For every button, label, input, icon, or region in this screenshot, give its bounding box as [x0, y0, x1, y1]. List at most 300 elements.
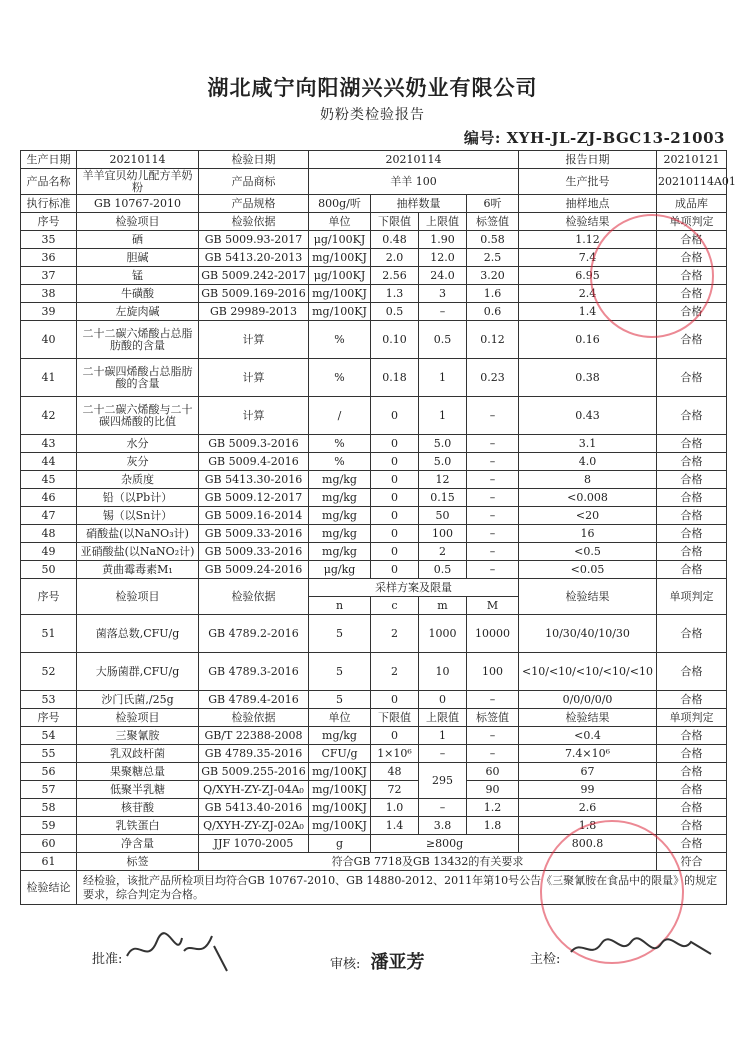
info-row — [21, 151, 727, 169]
cell: 合格 — [657, 615, 727, 653]
cell: 57 — [21, 781, 77, 799]
cell: 乳双歧杆菌 — [77, 745, 199, 763]
cell: 50 — [21, 561, 77, 579]
cell: mg/100KJ — [309, 781, 371, 799]
label: 抽样数量 — [371, 195, 467, 213]
cell: 58 — [21, 799, 77, 817]
cell: 41 — [21, 359, 77, 397]
cell: 56 — [21, 763, 77, 781]
cell: mg/kg — [309, 489, 371, 507]
cell: 标签 — [77, 853, 199, 871]
cell: 计算 — [199, 397, 309, 435]
table-header — [21, 709, 727, 727]
cell: 5 — [309, 615, 371, 653]
header-cell: 检验依据 — [199, 213, 309, 231]
cell: 0.5 — [371, 303, 419, 321]
cell: 合格 — [657, 267, 727, 285]
cell: 40 — [21, 321, 77, 359]
cell: 52 — [21, 653, 77, 691]
cell: 3 — [419, 285, 467, 303]
table-row — [21, 435, 727, 453]
cell: 0 — [371, 691, 419, 709]
table-row — [21, 525, 727, 543]
cell: mg/100KJ — [309, 799, 371, 817]
cell: GB 5413.30-2016 — [199, 471, 309, 489]
cell: 3.8 — [419, 817, 467, 835]
cell: 55 — [21, 745, 77, 763]
cell: – — [419, 303, 467, 321]
cell: 合格 — [657, 321, 727, 359]
cell: 43 — [21, 435, 77, 453]
cell: 2.5 — [467, 249, 519, 267]
cell: 5.0 — [419, 453, 467, 471]
cell: 低聚半乳糖 — [77, 781, 199, 799]
cell: 合格 — [657, 359, 727, 397]
cell: <0.008 — [519, 489, 657, 507]
cell: 0 — [371, 471, 419, 489]
cell: 1.0 — [371, 799, 419, 817]
cell: <0.5 — [519, 543, 657, 561]
cell: 合格 — [657, 303, 727, 321]
cell: 0 — [371, 397, 419, 435]
value: 20210114 — [77, 151, 199, 169]
approve-signature — [92, 948, 122, 967]
value: 20210114 — [309, 151, 519, 169]
header-cell: 检验依据 — [199, 709, 309, 727]
value: 20210114A01 — [657, 169, 727, 195]
cell: GB 5009.242-2017 — [199, 267, 309, 285]
header-cell: 上限值 — [419, 213, 467, 231]
cell: 54 — [21, 727, 77, 745]
cell: μg/100KJ — [309, 267, 371, 285]
cell: – — [467, 471, 519, 489]
cell: 100 — [467, 653, 519, 691]
cell: 0.58 — [467, 231, 519, 249]
review-label: 审核: — [330, 957, 361, 972]
table-row — [21, 561, 727, 579]
cell: 47 — [21, 507, 77, 525]
cell: 37 — [21, 267, 77, 285]
document-number: 编号: XYH-JL-ZJ-BGC13-21003 — [463, 129, 725, 147]
header-cell: 单位 — [309, 213, 371, 231]
cell: 合格 — [657, 727, 727, 745]
cell: 4.0 — [519, 453, 657, 471]
cell: 合格 — [657, 231, 727, 249]
cell: 二十碳四烯酸占总脂肪酸的含量 — [77, 359, 199, 397]
cell: 果聚糖总量 — [77, 763, 199, 781]
cell: – — [467, 543, 519, 561]
cell: 合格 — [657, 397, 727, 435]
cell: GB 5009.169-2016 — [199, 285, 309, 303]
cell: 60 — [21, 835, 77, 853]
cell: 杂质度 — [77, 471, 199, 489]
cell: 黄曲霉毒素M₁ — [77, 561, 199, 579]
cell: mg/kg — [309, 543, 371, 561]
table-row — [21, 745, 727, 763]
cell: 2.0 — [371, 249, 419, 267]
cell: 1.8 — [467, 817, 519, 835]
cell: 6.95 — [519, 267, 657, 285]
cell: <0.4 — [519, 727, 657, 745]
table-row — [21, 727, 727, 745]
table-row — [21, 471, 727, 489]
cell: 0 — [371, 525, 419, 543]
cell: <20 — [519, 507, 657, 525]
cell: 7.4 — [519, 249, 657, 267]
cell: 合格 — [657, 745, 727, 763]
cell: 合格 — [657, 653, 727, 691]
cell: g — [309, 835, 371, 853]
cell: 灰分 — [77, 453, 199, 471]
header-cell: 序号 — [21, 579, 77, 615]
cell: 0.38 — [519, 359, 657, 397]
cell: 菌落总数,CFU/g — [77, 615, 199, 653]
cell: 沙门氏菌,/25g — [77, 691, 199, 709]
cell: 39 — [21, 303, 77, 321]
header-cell: 单项判定 — [657, 579, 727, 615]
cell: % — [309, 453, 371, 471]
cell: GB 5009.4-2016 — [199, 453, 309, 471]
cell: % — [309, 359, 371, 397]
cell: GB 5009.33-2016 — [199, 525, 309, 543]
cell: 1 — [419, 359, 467, 397]
cell: 硒 — [77, 231, 199, 249]
cell: 二十二碳六烯酸占总脂肪酸的含量 — [77, 321, 199, 359]
cell: 核苷酸 — [77, 799, 199, 817]
label: 产品商标 — [199, 169, 309, 195]
cell: 1.90 — [419, 231, 467, 249]
cell: CFU/g — [309, 745, 371, 763]
cell: 计算 — [199, 321, 309, 359]
cell: 胆碱 — [77, 249, 199, 267]
label: 产品名称 — [21, 169, 77, 195]
cell: 1.3 — [371, 285, 419, 303]
cell: – — [467, 489, 519, 507]
cell: 1×10⁶ — [371, 745, 419, 763]
header-cell: 单项判定 — [657, 709, 727, 727]
table-row — [21, 489, 727, 507]
cell: 50 — [419, 507, 467, 525]
header-cell: 检验结果 — [519, 709, 657, 727]
cell: 5 — [309, 653, 371, 691]
cell: – — [419, 745, 467, 763]
cell: 合格 — [657, 249, 727, 267]
cell: GB 5413.20-2013 — [199, 249, 309, 267]
cell: 0 — [371, 727, 419, 745]
cell: 1.12 — [519, 231, 657, 249]
cell: 5 — [309, 691, 371, 709]
cell: / — [309, 397, 371, 435]
label: 报告日期 — [519, 151, 657, 169]
cell: – — [467, 397, 519, 435]
cell: 3.20 — [467, 267, 519, 285]
cell: 亚硝酸盐(以NaNO₂计) — [77, 543, 199, 561]
cell: 10 — [419, 653, 467, 691]
cell: 800.8 — [519, 835, 657, 853]
cell: 合格 — [657, 817, 727, 835]
value: 20210121 — [657, 151, 727, 169]
approve-label: 批准: — [92, 952, 123, 967]
cell: 铅（以Pb计） — [77, 489, 199, 507]
cell: 2 — [371, 615, 419, 653]
cell: 1.2 — [467, 799, 519, 817]
cell: 42 — [21, 397, 77, 435]
review-name: 潘亚芳 — [370, 952, 425, 973]
cell: 2 — [371, 653, 419, 691]
cell: 0.43 — [519, 397, 657, 435]
cell: 0.6 — [467, 303, 519, 321]
cell: 59 — [21, 817, 77, 835]
header-cell: n — [309, 597, 371, 615]
header-cell: 下限值 — [371, 213, 419, 231]
cell: 0.12 — [467, 321, 519, 359]
cell: 合格 — [657, 561, 727, 579]
header-cell: 检验结果 — [519, 579, 657, 615]
cell: 0/0/0/0/0 — [519, 691, 657, 709]
cell: GB 4789.4-2016 — [199, 691, 309, 709]
cell: mg/kg — [309, 471, 371, 489]
handwritten-signature — [122, 926, 232, 976]
header-cell: 检验项目 — [77, 579, 199, 615]
table-row — [21, 781, 727, 799]
report-title: 奶粉类检验报告 — [320, 107, 425, 123]
header-cell: 检验项目 — [77, 213, 199, 231]
cell: 锰 — [77, 267, 199, 285]
cell: 72 — [371, 781, 419, 799]
cell: 1.4 — [371, 817, 419, 835]
cell: Q/XYH-ZY-ZJ-04A₀ — [199, 781, 309, 799]
cell: 0 — [419, 691, 467, 709]
cell: 46 — [21, 489, 77, 507]
cell: 24.0 — [419, 267, 467, 285]
cell: 0.18 — [371, 359, 419, 397]
cell: 2.4 — [519, 285, 657, 303]
cell: 49 — [21, 543, 77, 561]
info-row — [21, 195, 727, 213]
cell: 0.5 — [419, 561, 467, 579]
cell: GB 5009.24-2016 — [199, 561, 309, 579]
cell: 48 — [21, 525, 77, 543]
label: 生产日期 — [21, 151, 77, 169]
cell: 1.8 — [519, 817, 657, 835]
cell: 合格 — [657, 507, 727, 525]
value: 羊羊 100 — [309, 169, 519, 195]
cell: – — [467, 525, 519, 543]
cell: 符合 — [657, 853, 727, 871]
cell: GB 5009.16-2014 — [199, 507, 309, 525]
header-cell: 下限值 — [371, 709, 419, 727]
cell: 45 — [21, 471, 77, 489]
table-row — [21, 691, 727, 709]
cell: 乳铁蛋白 — [77, 817, 199, 835]
header-cell: 上限值 — [419, 709, 467, 727]
cell: μg/kg — [309, 561, 371, 579]
conclusion-label: 检验结论 — [21, 871, 77, 905]
cell: 合格 — [657, 799, 727, 817]
cell: 二十二碳六烯酸与二十碳四烯酸的比值 — [77, 397, 199, 435]
header-cell: 检验依据 — [199, 579, 309, 615]
cell: 0.16 — [519, 321, 657, 359]
cell: 10/30/40/10/30 — [519, 615, 657, 653]
table-row — [21, 453, 727, 471]
header-cell: m — [419, 597, 467, 615]
cell: 61 — [21, 853, 77, 871]
conclusion-text: 经检验，该批产品所检项目均符合GB 10767-2010、GB 14880-2012、2011年第10号公告《三聚氰胺在食品中的限量》的规定要求，综合判定为合格。 — [77, 871, 727, 905]
cell: 合格 — [657, 435, 727, 453]
value: GB 10767-2010 — [77, 195, 199, 213]
cell: mg/kg — [309, 525, 371, 543]
cell: 5.0 — [419, 435, 467, 453]
cell: μg/100KJ — [309, 231, 371, 249]
table-row — [21, 799, 727, 817]
header-cell: c — [371, 597, 419, 615]
cell: 合格 — [657, 835, 727, 853]
cell: 三聚氰胺 — [77, 727, 199, 745]
table-row — [21, 359, 727, 397]
cell: 0 — [371, 561, 419, 579]
cell: GB 4789.3-2016 — [199, 653, 309, 691]
cell: GB 5009.33-2016 — [199, 543, 309, 561]
table-row — [21, 763, 727, 781]
cell: GB 5009.3-2016 — [199, 435, 309, 453]
cell: 99 — [519, 781, 657, 799]
cell: GB 5009.12-2017 — [199, 489, 309, 507]
cell: 67 — [519, 763, 657, 781]
cell: 计算 — [199, 359, 309, 397]
table-header — [21, 579, 727, 597]
cell: – — [467, 561, 519, 579]
cell: 295 — [419, 763, 467, 799]
table-row — [21, 507, 727, 525]
cell: % — [309, 435, 371, 453]
cell: 合格 — [657, 525, 727, 543]
cell: 大肠菌群,CFU/g — [77, 653, 199, 691]
cell: 0.15 — [419, 489, 467, 507]
header-cell: 单项判定 — [657, 213, 727, 231]
label: 执行标准 — [21, 195, 77, 213]
cell: mg/100KJ — [309, 817, 371, 835]
cell: GB 4789.35-2016 — [199, 745, 309, 763]
header-cell: 标签值 — [467, 709, 519, 727]
cell: mg/100KJ — [309, 285, 371, 303]
label: 检验日期 — [199, 151, 309, 169]
cell: mg/kg — [309, 507, 371, 525]
cell: 0 — [371, 507, 419, 525]
cell: 12 — [419, 471, 467, 489]
cell: 1.4 — [519, 303, 657, 321]
cell: 左旋肉碱 — [77, 303, 199, 321]
table-row — [21, 543, 727, 561]
cell: 0 — [371, 543, 419, 561]
cell: 2 — [419, 543, 467, 561]
cell: 合格 — [657, 543, 727, 561]
cell: 合格 — [657, 471, 727, 489]
company-name: 湖北咸宁向阳湖兴兴奶业有限公司 — [207, 75, 538, 100]
cell: 合格 — [657, 453, 727, 471]
header-cell: M — [467, 597, 519, 615]
cell: 合格 — [657, 489, 727, 507]
cell: ≥800g — [371, 835, 519, 853]
cell: 牛磺酸 — [77, 285, 199, 303]
cell: 符合GB 7718及GB 13432的有关要求 — [199, 853, 657, 871]
value: 6听 — [467, 195, 519, 213]
cell: <10/<10/<10/<10/<10 — [519, 653, 657, 691]
cell: 0 — [371, 489, 419, 507]
header-cell: 采样方案及限量 — [309, 579, 519, 597]
cell: – — [467, 507, 519, 525]
cell: 35 — [21, 231, 77, 249]
cell: 合格 — [657, 781, 727, 799]
cell: – — [419, 799, 467, 817]
cell: – — [467, 435, 519, 453]
cell: 51 — [21, 615, 77, 653]
cell: 合格 — [657, 763, 727, 781]
cell: 0.5 — [419, 321, 467, 359]
cell: 合格 — [657, 691, 727, 709]
cell: 硝酸盐(以NaNO₃计) — [77, 525, 199, 543]
cell: 1000 — [419, 615, 467, 653]
header-cell: 单位 — [309, 709, 371, 727]
cell: 90 — [467, 781, 519, 799]
header-cell: 检验结果 — [519, 213, 657, 231]
value: 成品库 — [657, 195, 727, 213]
cell: 100 — [419, 525, 467, 543]
info-row — [21, 169, 727, 195]
header-cell: 序号 — [21, 213, 77, 231]
header-cell: 标签值 — [467, 213, 519, 231]
cell: 60 — [467, 763, 519, 781]
cell: GB 4789.2-2016 — [199, 615, 309, 653]
cell: 7.4×10⁶ — [519, 745, 657, 763]
cell: 36 — [21, 249, 77, 267]
cell: 3.1 — [519, 435, 657, 453]
cell: 0.10 — [371, 321, 419, 359]
cell: 1.6 — [467, 285, 519, 303]
table-row — [21, 653, 727, 691]
cell: mg/kg — [309, 727, 371, 745]
cell: 10000 — [467, 615, 519, 653]
cell: 8 — [519, 471, 657, 489]
inspect-label: 主检: — [530, 952, 561, 967]
cell: 净含量 — [77, 835, 199, 853]
company-seal — [590, 214, 714, 338]
table-row — [21, 397, 727, 435]
header-cell: 检验项目 — [77, 709, 199, 727]
cell: – — [467, 453, 519, 471]
cell: Q/XYH-ZY-ZJ-02A₀ — [199, 817, 309, 835]
cell: JJF 1070-2005 — [199, 835, 309, 853]
cell: GB 5009.255-2016 — [199, 763, 309, 781]
cell: GB 29989-2013 — [199, 303, 309, 321]
cell: – — [467, 745, 519, 763]
cell: 0.23 — [467, 359, 519, 397]
cell: 53 — [21, 691, 77, 709]
cell: GB 5413.40-2016 — [199, 799, 309, 817]
cell: – — [467, 691, 519, 709]
handwritten-signature — [566, 934, 716, 964]
cell: 0.48 — [371, 231, 419, 249]
cell: mg/100KJ — [309, 249, 371, 267]
value: 800g/听 — [309, 195, 371, 213]
cell: 48 — [371, 763, 419, 781]
label: 产品规格 — [199, 195, 309, 213]
cell: – — [467, 727, 519, 745]
cell: 2.56 — [371, 267, 419, 285]
cell: GB/T 22388-2008 — [199, 727, 309, 745]
cell: 合格 — [657, 285, 727, 303]
cell: 38 — [21, 285, 77, 303]
cell: 2.6 — [519, 799, 657, 817]
